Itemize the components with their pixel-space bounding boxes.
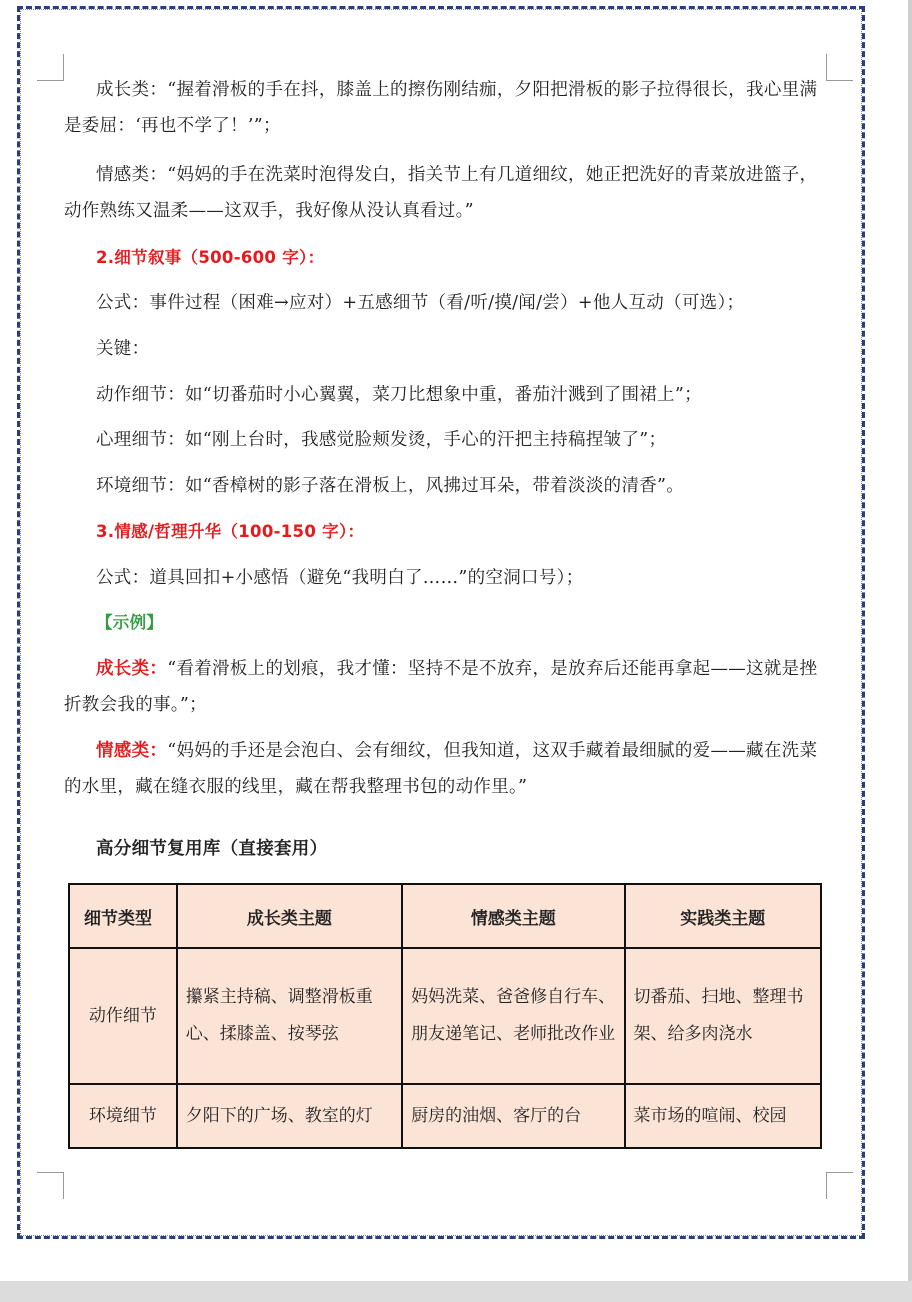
emotion-reflection-paragraph <box>64 733 826 805</box>
mind-detail-line: 心理细节：如“刚上台时，我感觉脸颊发烫，手心的汗把主持稿捏皱了”； <box>96 430 667 450</box>
library-title: 高分细节复用库（直接套用） <box>96 839 328 859</box>
table-row-head: 动作细节 <box>69 948 177 1084</box>
growth-reflection-label: 成长类： <box>96 659 168 679</box>
action-detail-line: 动作细节：如“切番茄时小心翼翼，菜刀比想象中重，番茄汁溅到了围裙上”； <box>96 385 702 405</box>
env-detail-line: 环境细节：如“香樟树的影子落在滑板上，风拂过耳朵，带着淡淡的清香”。 <box>96 476 685 496</box>
section2-formula: 公式：事件过程（困难→应对）+五感细节（看/听/摸/闻/尝）+他人互动（可选）； <box>96 293 745 313</box>
section2-key-label: 关键： <box>96 339 150 359</box>
section3-formula: 公式：道具回扣+小感悟（避免“我明白了……”的空洞口号）； <box>96 568 584 588</box>
table-header-cell: 细节类型 <box>69 884 177 948</box>
crop-mark-bottom-left <box>37 1172 64 1199</box>
growth-reflection-text: “看着滑板上的划痕，我才懂：坚持不是不放弃，是放弃后还能再拿起——这就是挫折教会我的事。”； <box>64 659 818 715</box>
table-header-cell: 实践类主题 <box>625 884 822 948</box>
emotion-reflection-text: “妈妈的手还是会泡白、会有细纹，但我知道，这双手藏着最细腻的爱——藏在洗菜的水里，藏在缝衣服的线里，藏在帮我整理书包的动作里。” <box>64 741 818 797</box>
crop-mark-bottom-right <box>826 1172 853 1199</box>
table-header-cell: 成长类主题 <box>177 884 402 948</box>
window-edge-right <box>908 0 912 1281</box>
table-row-head: 环境细节 <box>69 1084 177 1148</box>
table-cell: 攥紧主持稿、调整滑板重心、揉膝盖、按琴弦 <box>177 948 402 1084</box>
table-cell: 夕阳下的广场、教室的灯 <box>177 1084 402 1148</box>
table-cell: 厨房的油烟、客厅的台 <box>402 1084 624 1148</box>
emotion-reflection-label: 情感类： <box>96 741 168 761</box>
emotion-example-paragraph: 情感类：“妈妈的手在洗菜时泡得发白，指关节上有几道细纹，她正把洗好的青菜放进篮子，动作熟练又温柔——这双手，我好像从没认真看过。” <box>64 165 818 221</box>
crop-mark-top-right <box>826 54 853 81</box>
section3-heading: 3.情感/哲理升华（100-150 字）： <box>96 522 365 541</box>
window-edge-bottom <box>0 1281 912 1302</box>
table-header-cell: 情感类主题 <box>402 884 624 948</box>
detail-library-table <box>68 883 822 1149</box>
example-label: 【示例】 <box>96 613 164 632</box>
table-cell: 妈妈洗菜、爸爸修自行车、朋友递笔记、老师批改作业 <box>402 948 624 1084</box>
table-cell: 菜市场的喧闹、校园 <box>625 1084 822 1148</box>
growth-example-paragraph: 成长类：“握着滑板的手在抖，膝盖上的擦伤刚结痂，夕阳把滑板的影子拉得很长，我心里满是委屈：‘再也不学了！’”； <box>64 80 818 136</box>
crop-mark-top-left <box>37 54 64 81</box>
section2-heading: 2.细节叙事（500-600 字）： <box>96 248 325 267</box>
table-row <box>69 1084 821 1148</box>
table-row <box>69 948 821 1084</box>
growth-reflection-paragraph <box>64 651 826 723</box>
table-header-row <box>69 884 821 948</box>
table-cell: 切番茄、扫地、整理书架、给多肉浇水 <box>625 948 822 1084</box>
